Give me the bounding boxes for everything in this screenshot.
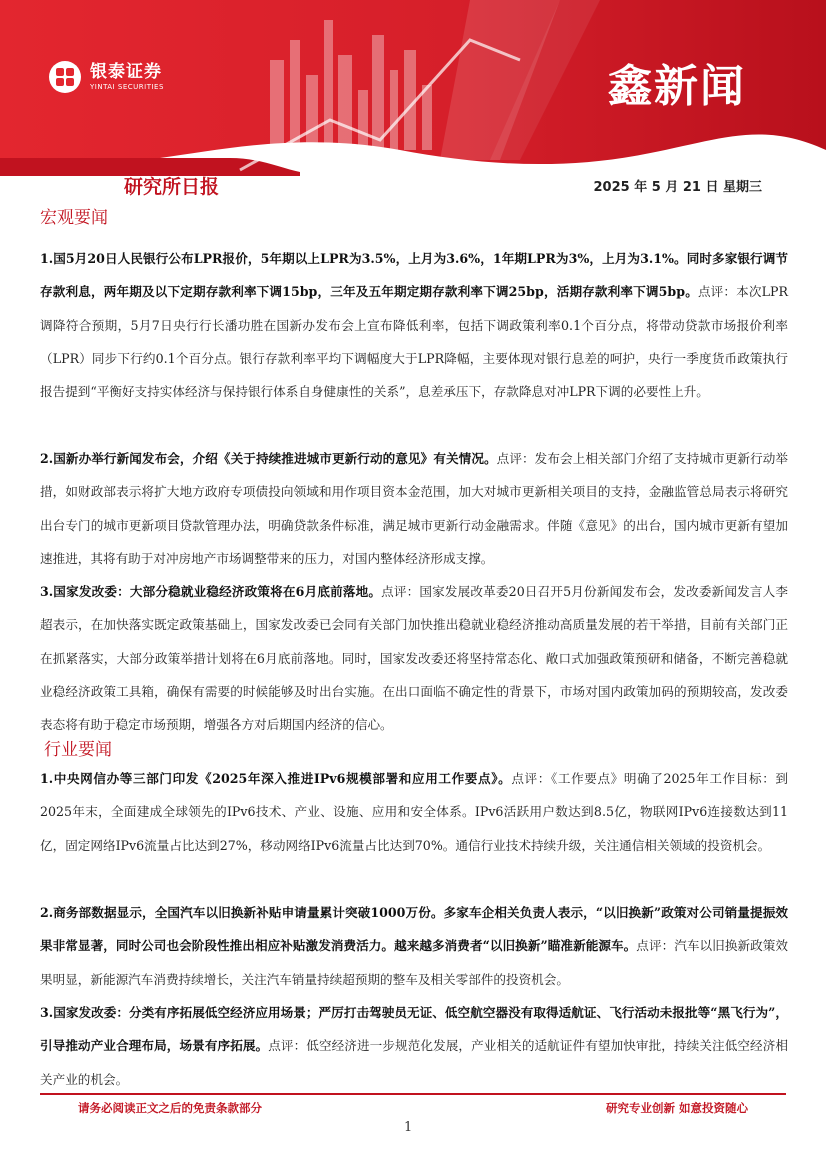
news-comment: 点评：低空经济进一步规范化发展，产业相关的适航证件有望加快审批，持续关注低空经济相关产业的机会。 xyxy=(40,1038,789,1087)
news-comment: 点评：国家发展改革委20日召开5月份新闻发布会，发改委新闻发言人李超表示，在加快落实既定政策基础上，国家发改委已会同有关部门加快推出稳就业稳经济推动高质量发展的若干举措，目前有关部门正在抓紧落实，大部分政策举措计划将在6月底前落地。同时，国家发改委还将坚持常态化、敞口式加强政策预研和储备，不断完善稳就业稳经济政策工具箱，确保有需要的时候能够及时出台实施。在出口面临不确定性的背景下，市场对国内政策加码的预期较高，发改委表态将有助于稳定市场预期，增强各方对后期国内经济的信心。 xyxy=(40,584,788,733)
company-name-en: YINTAI SECURITIES xyxy=(90,82,164,91)
news-comment: 点评：《工作要点》明确了2025年工作目标：到2025年末，全面建成全球领先的IPv6技术、产业、设施、应用和安全体系。IPv6活跃用户数达到8.5亿，物联网IPv6连接数达到11亿，固定网络IPv6流量占比达到27%，移动网络IPv6流量占比达到70%。通信行业技术持续升级，关注通信相关领域的投资机会。 xyxy=(40,771,788,853)
report-name: 研究所日报 xyxy=(124,176,220,198)
company-logo xyxy=(48,60,164,94)
report-date: 2025 年 5 月 21 日 星期三 xyxy=(593,180,762,195)
section-title-macro: 宏观要闻 xyxy=(40,208,108,228)
footer-slogan: 研究专业创新 如意投资随心 xyxy=(605,1101,748,1115)
company-name-cn: 银泰证券 xyxy=(90,61,162,82)
news-item xyxy=(40,242,788,408)
news-item xyxy=(40,575,788,741)
news-headline: 1.国5月20日人民银行公布LPR报价，5年期以上LPR为3.5%，上月为3.6%，1年期LPR为3%，上月为3.1%。同时多家银行调节存款利息，两年期及以下定期存款利率下调15bp，三年及五年期定期存款利率下调25bp，活期存款利率下调5bp。 xyxy=(40,251,788,300)
news-comment: 点评：发布会上相关部门介绍了支持城市更新行动举措，如财政部表示将扩大地方政府专项债投向领域和用作项目资本金范围，加大对城市更新相关项目的支持，金融监管总局表示将研究出台专门的城市更新项目贷款管理办法，明确贷款条件标准，满足城市更新行动金融需求。伴随《意见》的出台，国内城市更新有望加速推进，其将有助于对冲房地产市场调整带来的压力，对国内整体经济形成支撑。 xyxy=(40,451,788,566)
footer-disclaimer: 请务必阅读正文之后的免责条款部分 xyxy=(78,1101,262,1115)
news-comment: 点评：汽车以旧换新政策效果明显，新能源汽车消费持续增长，关注汽车销量持续超预期的整车及相关零部件的投资机会。 xyxy=(40,938,788,987)
report-header xyxy=(0,0,826,200)
company-logo-icon xyxy=(48,60,82,94)
news-item xyxy=(40,996,788,1096)
footer-divider xyxy=(40,1093,786,1095)
section-title-industry: 行业要闻 xyxy=(44,740,112,760)
publication-title: 鑫新闻 xyxy=(608,61,746,112)
news-item xyxy=(40,896,788,996)
page-number: 1 xyxy=(404,1120,413,1135)
news-headline: 3.国家发改委：大部分稳就业稳经济政策将在6月底前落地。 xyxy=(40,584,382,599)
news-comment: 点评：本次LPR调降符合预期，5月7日央行行长潘功胜在国新办发布会上宣布降低利率，包括下调政策利率0.1个百分点，将带动贷款市场报价利率（LPR）同步下行约0.1个百分点。银行存款利率平均下调幅度大于LPR降幅，主要体现对银行息差的呵护，央行一季度货币政策执行报告提到“平衡好支持实体经济与保持银行体系自身健康性的关系”，息差承压下，存款降息对冲LPR下调的必要性上升。 xyxy=(40,284,788,400)
news-headline: 2.国新办举行新闻发布会，介绍《关于持续推进城市更新行动的意见》有关情况。 xyxy=(40,451,497,466)
news-item xyxy=(40,442,788,575)
news-headline: 3.国家发改委：分类有序拓展低空经济应用场景；严厉打击驾驶员无证、低空航空器没有取得适航证、飞行活动未报批等“黑飞行为”，引导推动产业合理布局，场景有序拓展。 xyxy=(40,1005,788,1054)
news-headline: 1.中央网信办等三部门印发《2025年深入推进IPv6规模部署和应用工作要点》。 xyxy=(40,771,512,786)
news-item xyxy=(40,762,788,862)
news-headline: 2.商务部数据显示，全国汽车以旧换新补贴申请量累计突破1000万份。多家车企相关负责人表示，“以旧换新”政策对公司销量提振效果非常显著，同时公司也会阶段性推出相应补贴激发消费活力。越来越多消费者“以旧换新”瞄准新能源车。 xyxy=(40,905,788,954)
